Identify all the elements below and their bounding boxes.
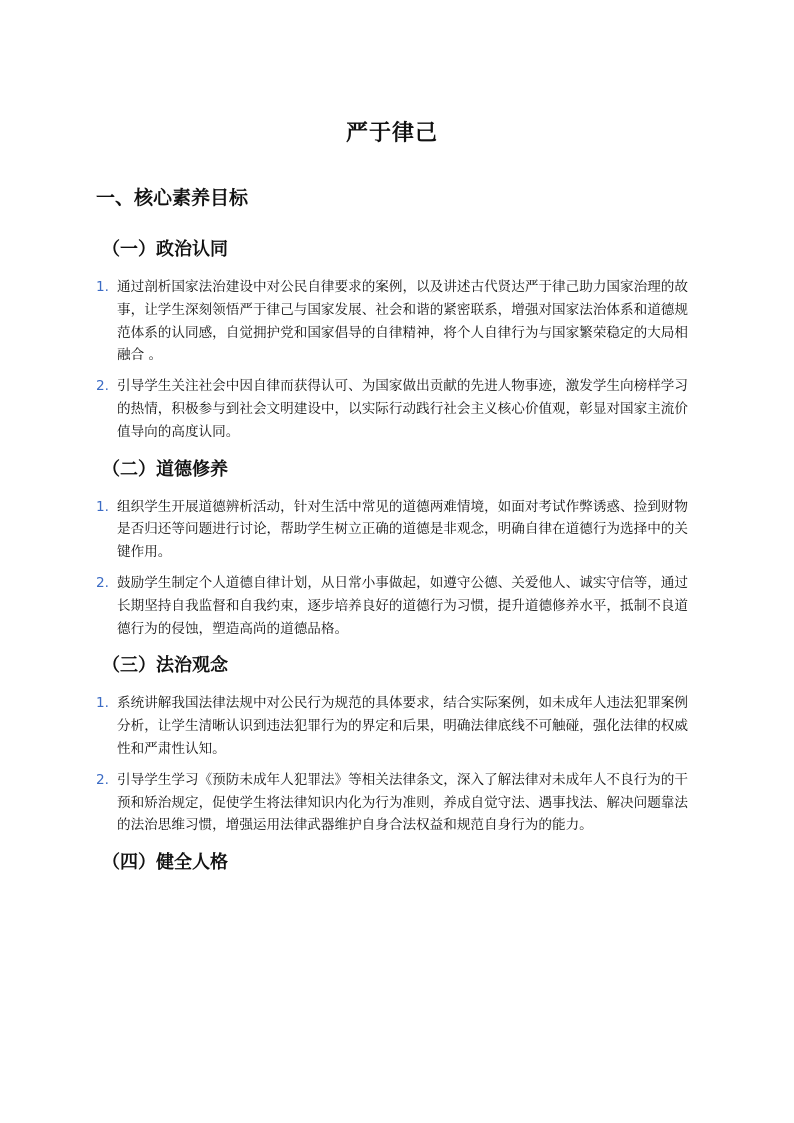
list-number: 2. <box>96 574 109 591</box>
list-item <box>96 769 688 837</box>
list-number: 2. <box>96 378 109 395</box>
subsection-heading: （二）道德修养 <box>102 458 228 480</box>
subsection-rule-of-law <box>96 652 688 837</box>
numbered-list <box>96 496 688 641</box>
list-number: 2. <box>96 771 109 788</box>
list-item-text: 系统讲解我国法律法规中对公民行为规范的具体要求，结合实际案例，如未成年人违法犯罪案例分析，让学生清晰认识到违法犯罪行为的界定和后果，明确法律底线不可触碰，强化法律的权威性和严肃性认知。 <box>117 695 688 757</box>
numbered-list <box>96 276 688 444</box>
subsection-heading: （一）政治认同 <box>102 239 228 260</box>
list-item <box>96 692 688 760</box>
list-item-text: 组织学生开展道德辨析活动，针对生活中常见的道德两难情境，如面对考试作弊诱惑、捡到财物是否归还等问题进行讨论，帮助学生树立正确的道德是非观念，明确自律在道德行为选择中的关键作用。 <box>117 498 688 561</box>
list-number: 1. <box>96 695 109 712</box>
list-item-text: 引导学生关注社会中因自律而获得认可、为国家做出贡献的先进人物事迹，激发学生向榜样学习的热情，积极参与到社会文明建设中，以实际行动践行社会主义核心价值观，彰显对国家主流价值导向的高度认同。 <box>117 378 688 440</box>
document-title: 严于律己 <box>345 121 438 146</box>
list-item <box>96 496 688 564</box>
subsection-sound-personality <box>96 849 688 877</box>
list-item-text: 引导学生学习《预防未成年人犯罪法》等相关法律条文，深入了解法律对未成年人不良行为的干预和矫治规定，促使学生将法律知识内化为行为准则，养成自觉守法、遇事找法、解决问题靠法的法治思维习惯，增强运用法律武器维护自身合法权益和规范自身行为的能力。 <box>117 771 688 834</box>
subsection-heading: （三）法治观念 <box>102 655 228 677</box>
list-number: 1. <box>96 498 109 515</box>
section-heading-core-goals: 一、核心素养目标 <box>96 187 249 209</box>
list-item <box>96 572 688 640</box>
list-number: 1. <box>96 279 109 295</box>
list-item <box>96 375 688 443</box>
list-item <box>96 276 688 367</box>
subsection-heading: （四）健全人格 <box>102 852 228 874</box>
subsection-moral-cultivation <box>96 456 688 641</box>
list-item-text: 通过剖析国家法治建设中对公民自律要求的案例，以及讲述古代贤达严于律己助力国家治理的故事，让学生深刻领悟严于律己与国家发展、社会和谐的紧密联系，增强对国家法治体系和道德规范体系的认同感，自觉拥护党和国家倡导的自律精神，将个人自律行为与国家繁荣稳定的大局相融合 。 <box>117 279 688 364</box>
numbered-list <box>96 692 688 837</box>
subsection-political-identity <box>96 236 688 444</box>
list-item-text: 鼓励学生制定个人道德自律计划，从日常小事做起，如遵守公德、关爱他人、诚实守信等，通过长期坚持自我监督和自我约束，逐步培养良好的道德行为习惯，提升道德修养水平，抵制不良道德行为的侵蚀，塑造高尚的道德品格。 <box>117 574 688 637</box>
